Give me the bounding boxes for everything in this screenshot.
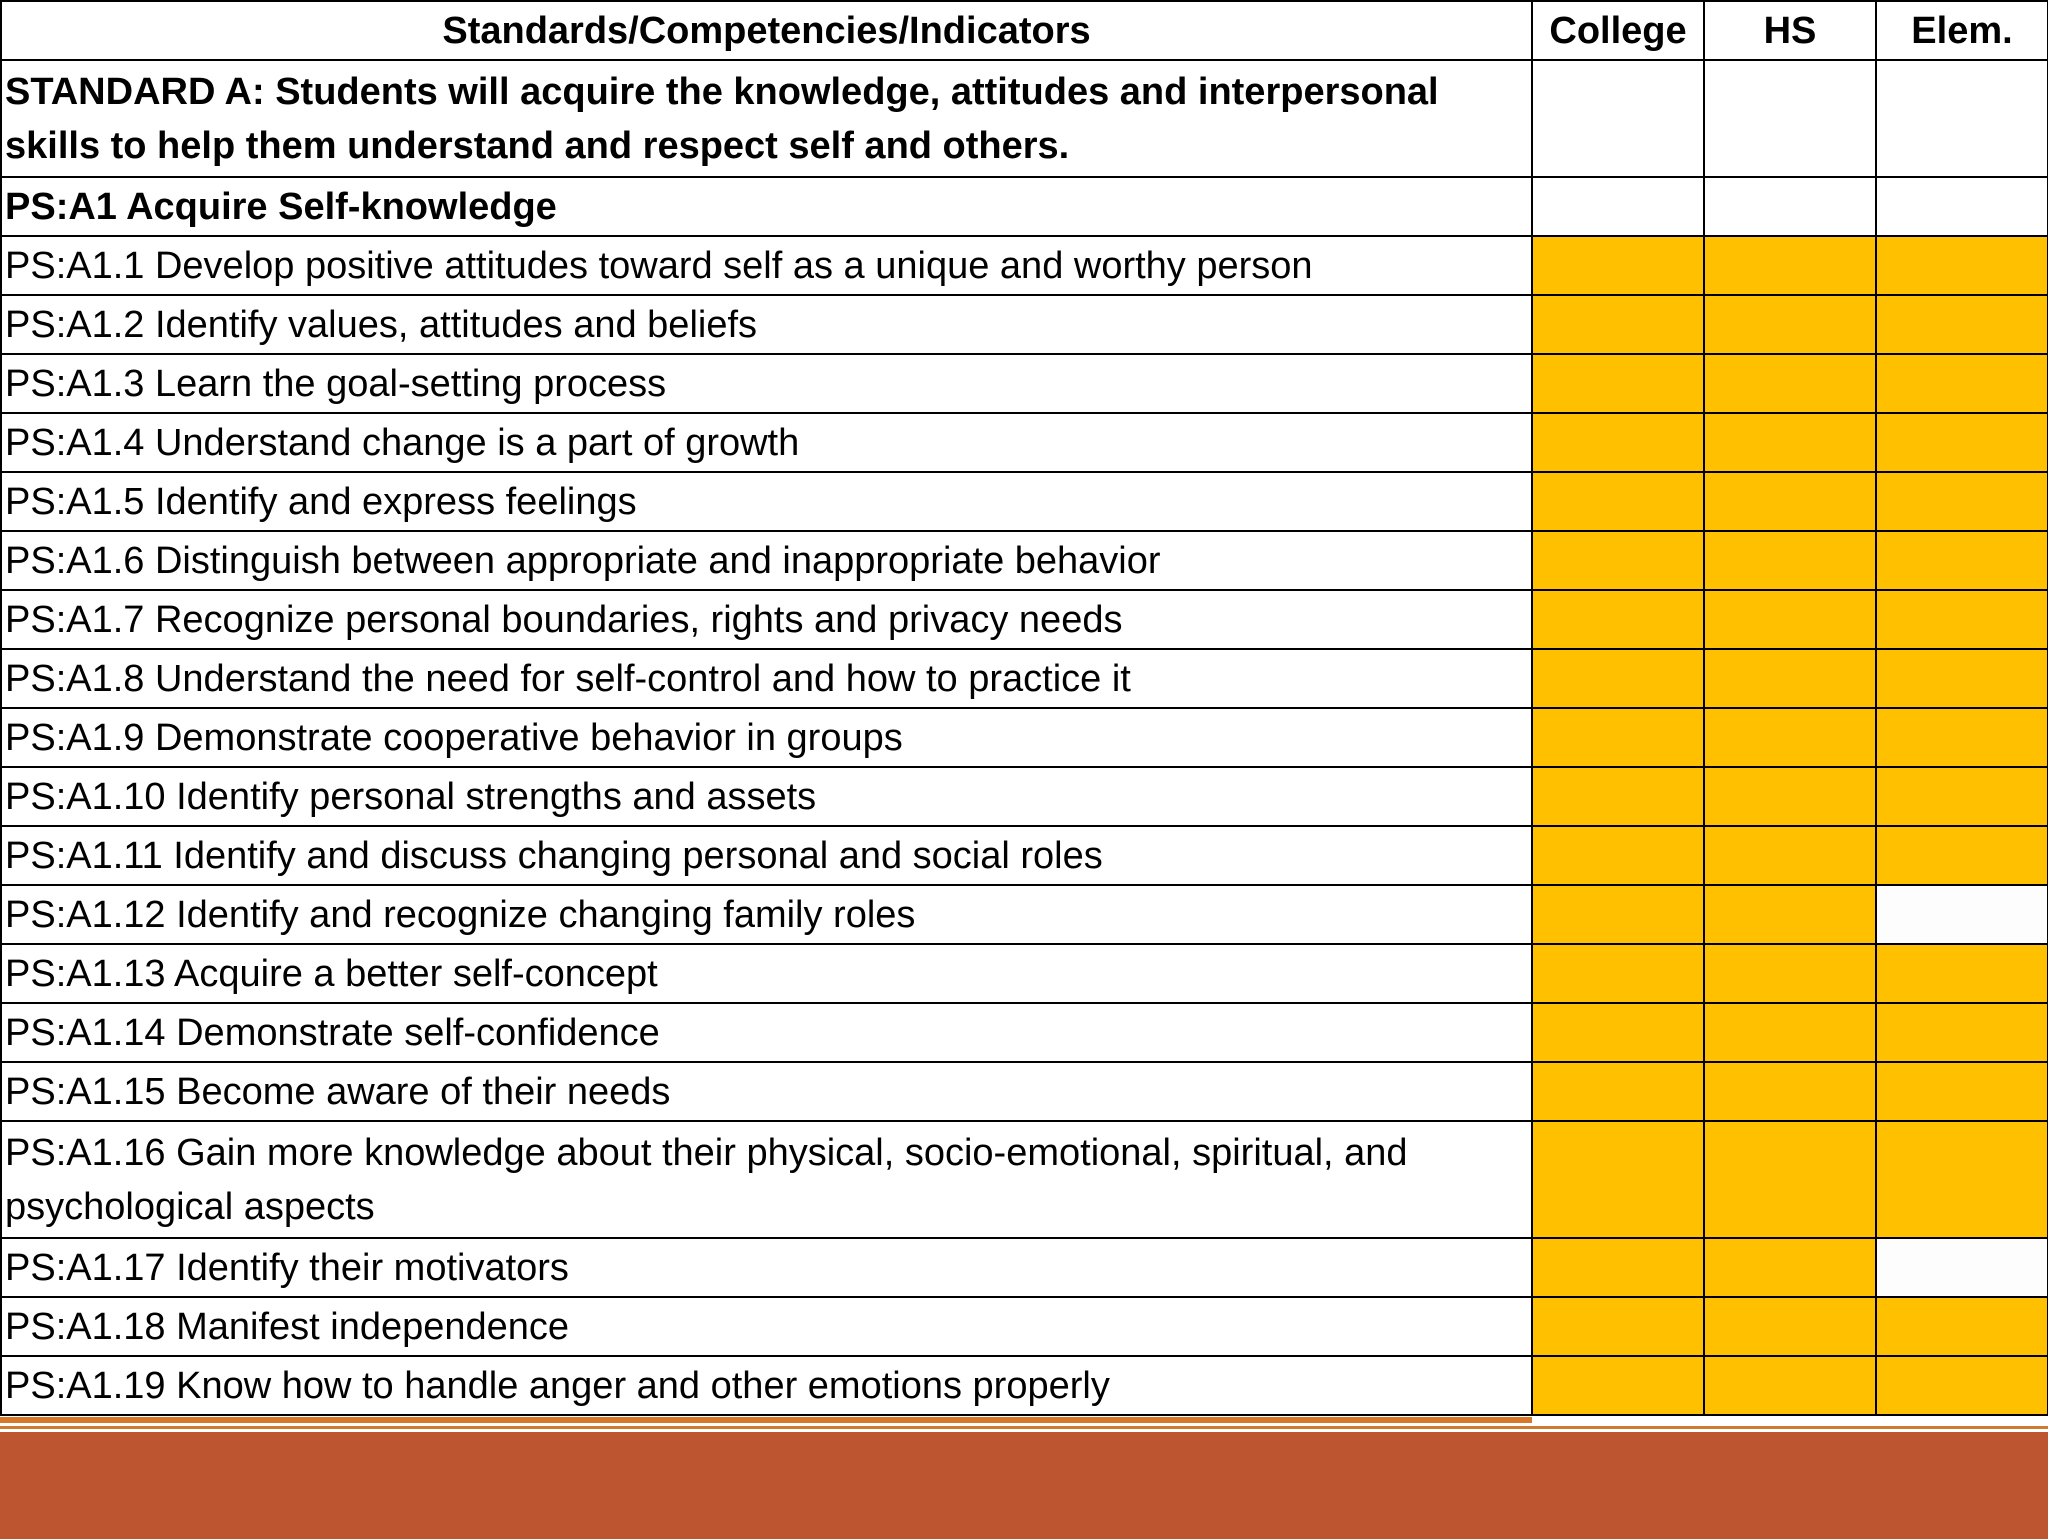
table-row [1,767,2048,826]
hs-mark-cell [1704,1297,1876,1356]
indicator-text: PS:A1.8 Understand the need for self-control and how to practice it [1,649,1532,708]
hs-mark-cell [1704,413,1876,472]
standard-hs-cell [1704,60,1876,177]
college-mark-cell [1532,885,1704,944]
indicator-text: PS:A1.15 Become aware of their needs [1,1062,1532,1121]
table-row [1,1356,2048,1415]
table-row [1,295,2048,354]
hs-mark-cell [1704,1062,1876,1121]
elem-mark-cell [1876,413,2048,472]
college-mark-cell [1532,1238,1704,1297]
college-mark-cell [1532,413,1704,472]
college-mark-cell [1532,1062,1704,1121]
hs-mark-cell [1704,708,1876,767]
indicator-text: PS:A1.12 Identify and recognize changing family roles [1,885,1532,944]
table-row [1,590,2048,649]
indicator-text: PS:A1.17 Identify their motivators [1,1238,1532,1297]
table-body [1,60,2048,1415]
hs-mark-cell [1704,472,1876,531]
table-row [1,472,2048,531]
indicator-text: PS:A1.19 Know how to handle anger and other emotions properly [1,1356,1532,1415]
hs-mark-cell [1704,767,1876,826]
elem-mark-cell [1876,1356,2048,1415]
table-row [1,236,2048,295]
table-row [1,649,2048,708]
college-mark-cell [1532,649,1704,708]
hs-mark-cell [1704,1238,1876,1297]
competency-hs-cell [1704,177,1876,236]
elem-mark-cell [1876,531,2048,590]
header-elem: Elem. [1876,1,2048,60]
hs-mark-cell [1704,1356,1876,1415]
indicator-text: PS:A1.5 Identify and express feelings [1,472,1532,531]
hs-mark-cell [1704,295,1876,354]
college-mark-cell [1532,944,1704,1003]
hs-mark-cell [1704,826,1876,885]
elem-mark-cell [1876,354,2048,413]
indicator-text: PS:A1.1 Develop positive attitudes toward self as a unique and worthy person [1,236,1532,295]
hs-mark-cell [1704,885,1876,944]
indicator-text: PS:A1.6 Distinguish between appropriate and inappropriate behavior [1,531,1532,590]
header-hs: HS [1704,1,1876,60]
competency-elem-cell [1876,177,2048,236]
hs-mark-cell [1704,590,1876,649]
table-row [1,1238,2048,1297]
hs-mark-cell [1704,649,1876,708]
indicator-text: PS:A1.14 Demonstrate self-confidence [1,1003,1532,1062]
competency-college-cell [1532,177,1704,236]
hs-mark-cell [1704,354,1876,413]
hs-mark-cell [1704,1003,1876,1062]
table-row [1,531,2048,590]
competency-text: PS:A1 Acquire Self-knowledge [1,177,1532,236]
elem-mark-cell [1876,472,2048,531]
indicator-text: PS:A1.7 Recognize personal boundaries, rights and privacy needs [1,590,1532,649]
competency-row [1,177,2048,236]
hs-mark-cell [1704,531,1876,590]
elem-mark-cell [1876,1003,2048,1062]
elem-mark-cell [1876,1121,2048,1238]
standard-row [1,60,2048,177]
elem-mark-cell [1876,1297,2048,1356]
table-row [1,944,2048,1003]
elem-mark-cell [1876,1062,2048,1121]
elem-mark-cell [1876,767,2048,826]
table-row [1,885,2048,944]
standard-text: STANDARD A: Students will acquire the knowledge, attitudes and interpersonal skills to help them understand and respect self and others. [1,60,1532,177]
indicator-text: PS:A1.4 Understand change is a part of growth [1,413,1532,472]
hs-mark-cell [1704,236,1876,295]
indicator-text: PS:A1.3 Learn the goal-setting process [1,354,1532,413]
standard-college-cell [1532,60,1704,177]
indicator-text: PS:A1.11 Identify and discuss changing personal and social roles [1,826,1532,885]
elem-mark-cell [1876,590,2048,649]
elem-mark-cell [1876,708,2048,767]
table-row [1,354,2048,413]
table-row [1,1003,2048,1062]
college-mark-cell [1532,1356,1704,1415]
elem-mark-cell [1876,826,2048,885]
standard-elem-cell [1876,60,2048,177]
college-mark-cell [1532,767,1704,826]
table-row [1,1297,2048,1356]
indicator-text: PS:A1.13 Acquire a better self-concept [1,944,1532,1003]
college-mark-cell [1532,354,1704,413]
college-mark-cell [1532,826,1704,885]
college-mark-cell [1532,1003,1704,1062]
indicator-text: PS:A1.18 Manifest independence [1,1297,1532,1356]
college-mark-cell [1532,531,1704,590]
indicator-text: PS:A1.16 Gain more knowledge about their physical, socio-emotional, spiritual, and psychological aspects [1,1121,1532,1238]
college-mark-cell [1532,1121,1704,1238]
elem-mark-cell [1876,649,2048,708]
header-row [1,1,2048,60]
table-row [1,708,2048,767]
college-mark-cell [1532,1297,1704,1356]
elem-mark-cell [1876,944,2048,1003]
footer-band [0,1429,2048,1539]
table-row [1,413,2048,472]
elem-mark-cell [1876,1238,2048,1297]
footer-accent-line [0,1417,1532,1423]
college-mark-cell [1532,590,1704,649]
table-row [1,1062,2048,1121]
header-indicator: Standards/Competencies/Indicators [1,1,1532,60]
indicator-text: PS:A1.9 Demonstrate cooperative behavior in groups [1,708,1532,767]
college-mark-cell [1532,236,1704,295]
hs-mark-cell [1704,1121,1876,1238]
elem-mark-cell [1876,236,2048,295]
hs-mark-cell [1704,944,1876,1003]
indicator-text: PS:A1.10 Identify personal strengths and assets [1,767,1532,826]
elem-mark-cell [1876,885,2048,944]
table-row [1,826,2048,885]
table-row [1,1121,2048,1238]
header-college: College [1532,1,1704,60]
college-mark-cell [1532,295,1704,354]
indicator-text: PS:A1.2 Identify values, attitudes and beliefs [1,295,1532,354]
college-mark-cell [1532,472,1704,531]
college-mark-cell [1532,708,1704,767]
elem-mark-cell [1876,295,2048,354]
